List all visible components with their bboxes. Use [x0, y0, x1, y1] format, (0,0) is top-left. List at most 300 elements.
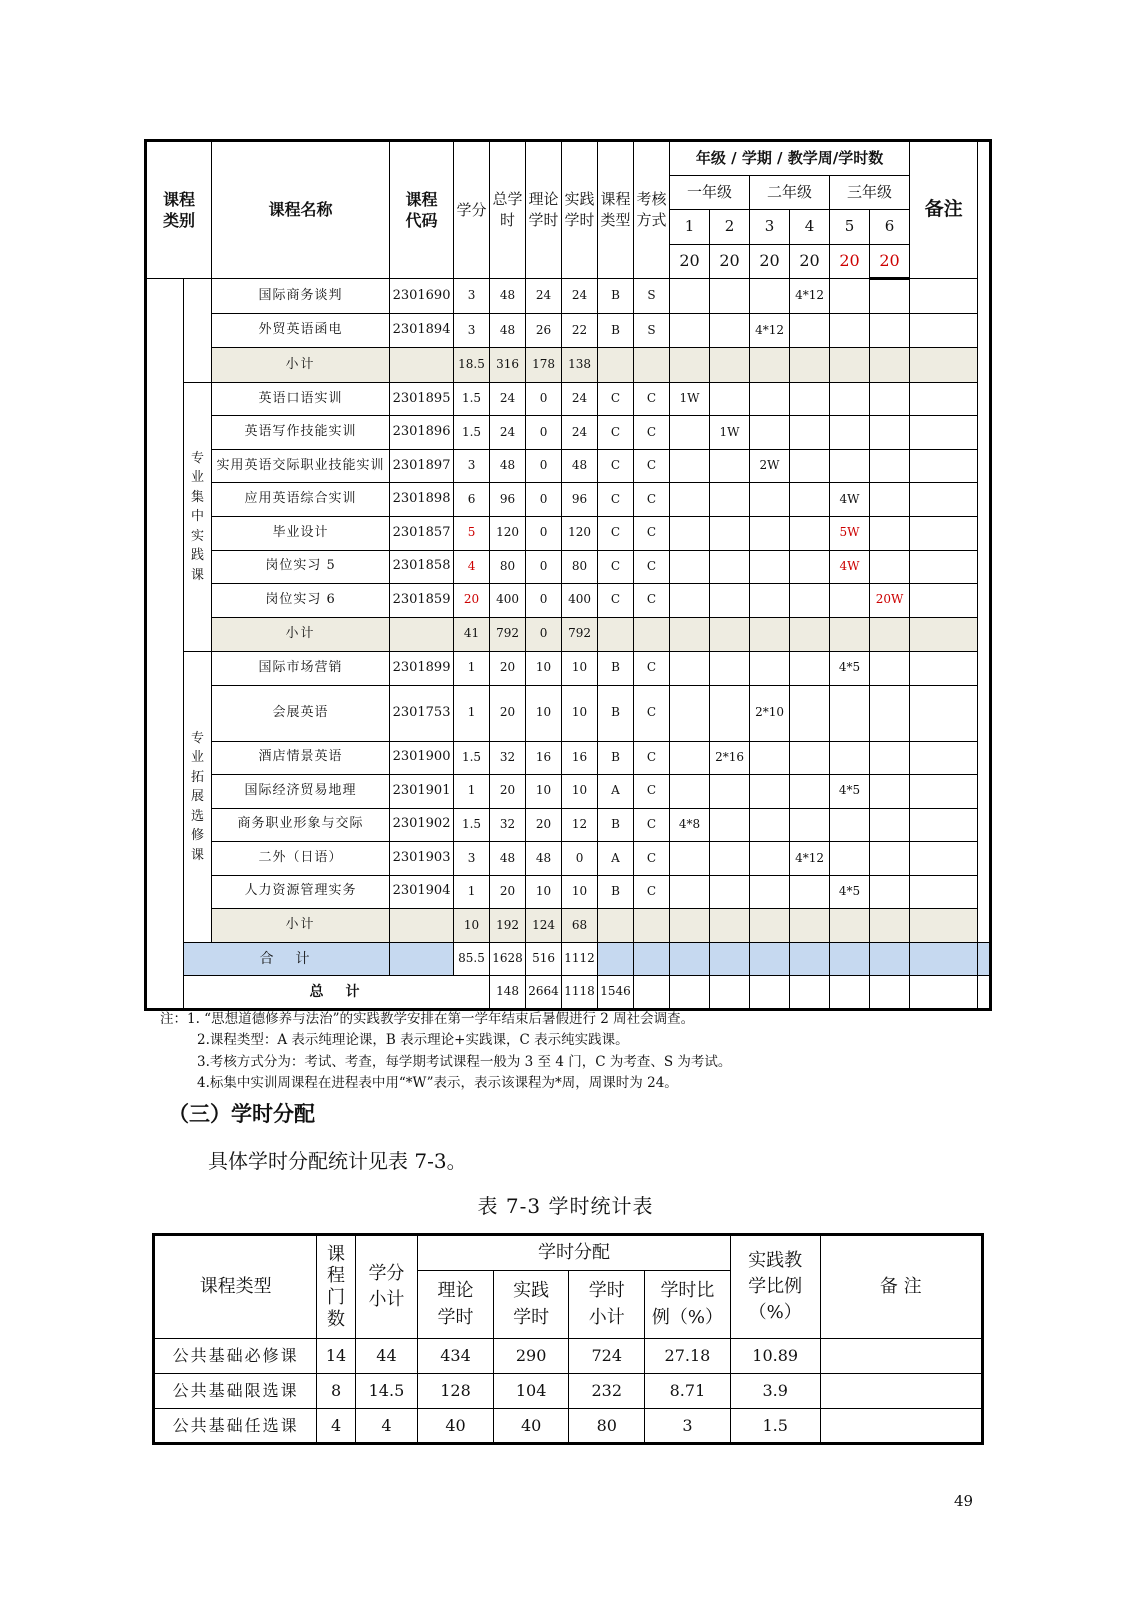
- cell-exam: C: [634, 875, 670, 909]
- cell-credits: 1: [454, 775, 490, 809]
- cell-s1: 1W: [670, 382, 710, 416]
- cell-code: 2301896: [390, 416, 454, 450]
- cell-s6: [870, 652, 910, 686]
- header-weeks-term-1: 20: [670, 244, 710, 279]
- cell-s2: [710, 775, 750, 809]
- cell-code: 2301902: [390, 808, 454, 842]
- cell-remark: [910, 516, 978, 550]
- table-caption: 表 7-3 学时统计表: [477, 1194, 654, 1218]
- course-name: 国际商务谈判: [212, 279, 390, 314]
- header-theory-hours: 理论 学时: [526, 141, 562, 279]
- cell-s4: [790, 875, 830, 909]
- cell-s6: [870, 775, 910, 809]
- cell-s6: [870, 483, 910, 517]
- cell-s3: [750, 382, 790, 416]
- cell-s2: [710, 483, 750, 517]
- cell-theory: 16: [526, 741, 562, 775]
- cell-s4: [790, 449, 830, 483]
- course-row: [146, 449, 991, 483]
- t2-cell-subtotal: 232: [569, 1374, 645, 1409]
- grand-total-empty-cell: [670, 976, 710, 1010]
- cell-code: [390, 348, 454, 383]
- cell-credits: 1: [454, 685, 490, 741]
- t2-cell-theory: 434: [418, 1339, 494, 1374]
- cell-s5: [830, 685, 870, 741]
- cell-s5: 4*5: [830, 875, 870, 909]
- cell-total: 20: [490, 875, 526, 909]
- cell-theory: 10: [526, 775, 562, 809]
- cell-remark: [910, 875, 978, 909]
- course-name: 人力资源管理实务: [212, 875, 390, 909]
- cell-theory: 0: [526, 516, 562, 550]
- cell-credits: 1.5: [454, 808, 490, 842]
- cell-type: B: [598, 652, 634, 686]
- cell-s4: [790, 382, 830, 416]
- cell-type: B: [598, 875, 634, 909]
- grand-total-empty-cell: [870, 976, 910, 1010]
- cell-theory: 10: [526, 685, 562, 741]
- cell-exam: C: [634, 741, 670, 775]
- course-row: [146, 808, 991, 842]
- cell-type: A: [598, 775, 634, 809]
- cell-s6: [870, 909, 910, 943]
- course-row: [146, 313, 991, 348]
- cell-s6: [870, 516, 910, 550]
- cell-credits: 3: [454, 842, 490, 876]
- cell-theory: 10: [526, 875, 562, 909]
- cell-credits: 4: [454, 550, 490, 584]
- header-weeks-term-3: 20: [750, 244, 790, 279]
- grand-total-practice: 1546: [598, 976, 634, 1010]
- cell-practice: 24: [562, 382, 598, 416]
- cell-s4: [790, 516, 830, 550]
- cell-exam: C: [634, 382, 670, 416]
- cell-practice: 24: [562, 279, 598, 314]
- cell-s1: [670, 909, 710, 943]
- t2-cell-remark: [820, 1409, 982, 1444]
- cell-remark: [910, 416, 978, 450]
- category-practice-label: 专 业 集 中 实 践 课: [184, 382, 212, 651]
- cell-type: C: [598, 449, 634, 483]
- cell-credits: 1.5: [454, 741, 490, 775]
- cell-s6: [870, 842, 910, 876]
- total-empty-cell: [830, 942, 870, 976]
- cell-total: 316: [490, 348, 526, 383]
- cell-total: 48: [490, 313, 526, 348]
- t2-header-subtotal: 学时 小计: [569, 1271, 645, 1339]
- subtotal-row: [146, 617, 991, 652]
- category-elective-label: 专 业 拓 展 选 修 课: [184, 652, 212, 943]
- cell-code: 2301901: [390, 775, 454, 809]
- cell-practice: 22: [562, 313, 598, 348]
- cell-total: 48: [490, 279, 526, 314]
- grand-total-total: 2664: [526, 976, 562, 1010]
- total-theory: 516: [526, 942, 562, 976]
- cell-s5: [830, 348, 870, 383]
- cell-s2: [710, 584, 750, 618]
- total-empty-cell: [910, 942, 978, 976]
- cell-s4: 4*12: [790, 842, 830, 876]
- header-weeks-term-2: 20: [710, 244, 750, 279]
- cell-credits: 5: [454, 516, 490, 550]
- cell-theory: 20: [526, 808, 562, 842]
- cell-code: 2301903: [390, 842, 454, 876]
- cell-total: 48: [490, 449, 526, 483]
- header-term-3: 3: [750, 210, 790, 245]
- cell-s2: [710, 550, 750, 584]
- cell-credits: 1.5: [454, 416, 490, 450]
- header-term-4: 4: [790, 210, 830, 245]
- t2-header-credits: 学分 小计: [355, 1235, 418, 1339]
- cell-s6: [870, 279, 910, 314]
- cell-code: 2301904: [390, 875, 454, 909]
- course-name: 毕业设计: [212, 516, 390, 550]
- t2-cell-practice: 104: [493, 1374, 569, 1409]
- cell-s5: [830, 741, 870, 775]
- header-course-name: 课程名称: [212, 141, 390, 279]
- t2-cell-theory: 40: [418, 1409, 494, 1444]
- cell-code: 2301753: [390, 685, 454, 741]
- cell-s1: [670, 875, 710, 909]
- total-empty-cell: [750, 942, 790, 976]
- cell-s1: [670, 313, 710, 348]
- cell-s6: [870, 382, 910, 416]
- cell-remark: [910, 449, 978, 483]
- t2-header-practice-ratio: 实践教 学比例 （%）: [730, 1235, 820, 1339]
- t2-cell-ratio: 27.18: [645, 1339, 731, 1374]
- cell-s2: [710, 875, 750, 909]
- cell-remark: [910, 348, 978, 383]
- cell-exam: C: [634, 808, 670, 842]
- course-row: [146, 741, 991, 775]
- cell-s1: [670, 617, 710, 652]
- t2-header-ratio: 学时比 例（%）: [645, 1271, 731, 1339]
- cell-s5: [830, 808, 870, 842]
- cell-s3: [750, 842, 790, 876]
- cell-s2: [710, 516, 750, 550]
- cell-remark: [910, 483, 978, 517]
- cell-exam: [634, 909, 670, 943]
- cell-s1: [670, 584, 710, 618]
- grand-total-empty-cell: [978, 976, 991, 1010]
- cell-code: 2301897: [390, 449, 454, 483]
- total-remark: [978, 942, 991, 976]
- cell-total: 24: [490, 382, 526, 416]
- cell-s1: [670, 685, 710, 741]
- cell-practice: 10: [562, 652, 598, 686]
- cell-type: C: [598, 516, 634, 550]
- cell-s1: [670, 842, 710, 876]
- cell-practice: 68: [562, 909, 598, 943]
- t2-header-allocation: 学时分配: [418, 1235, 731, 1271]
- cell-s2: [710, 313, 750, 348]
- cell-s1: [670, 775, 710, 809]
- course-name: 酒店情景英语: [212, 741, 390, 775]
- t2-cell-credits: 4: [355, 1409, 418, 1444]
- course-name: 实用英语交际职业技能实训: [212, 449, 390, 483]
- cell-code: 2301894: [390, 313, 454, 348]
- cell-credits: 3: [454, 313, 490, 348]
- cell-s6: 20W: [870, 584, 910, 618]
- cell-total: 24: [490, 416, 526, 450]
- t2-cell-credits: 44: [355, 1339, 418, 1374]
- t2-cell-practice: 290: [493, 1339, 569, 1374]
- cell-theory: 178: [526, 348, 562, 383]
- cell-code: 2301858: [390, 550, 454, 584]
- cell-s4: [790, 416, 830, 450]
- cell-type: [598, 909, 634, 943]
- course-row: [146, 279, 991, 314]
- header-weeks-term-5: 20: [830, 244, 870, 279]
- cell-s1: [670, 279, 710, 314]
- cell-theory: 10: [526, 652, 562, 686]
- body-paragraph: 具体学时分配统计见表 7-3。: [208, 1149, 467, 1173]
- cell-code: 2301857: [390, 516, 454, 550]
- course-name: 小计: [212, 348, 390, 383]
- cell-s6: [870, 550, 910, 584]
- cell-exam: S: [634, 313, 670, 348]
- cell-s6: [870, 875, 910, 909]
- cell-credits: 20: [454, 584, 490, 618]
- cell-s5: 4*5: [830, 652, 870, 686]
- t2-row: [154, 1339, 983, 1374]
- total-label: 合 计: [184, 942, 390, 976]
- cell-s4: [790, 652, 830, 686]
- cell-total: 32: [490, 741, 526, 775]
- cell-s6: [870, 741, 910, 775]
- cell-credits: 1: [454, 652, 490, 686]
- cell-s5: [830, 279, 870, 314]
- total-empty-cell: [710, 942, 750, 976]
- cell-s3: [750, 348, 790, 383]
- cell-exam: C: [634, 516, 670, 550]
- cell-code: 2301899: [390, 652, 454, 686]
- t2-header-theory: 理论 学时: [418, 1271, 494, 1339]
- total-empty-cell: [634, 942, 670, 976]
- cell-total: 400: [490, 584, 526, 618]
- cell-s2: 2*16: [710, 741, 750, 775]
- cell-credits: 6: [454, 483, 490, 517]
- header-course-code: 课程 代码: [390, 141, 454, 279]
- cell-credits: 3: [454, 279, 490, 314]
- cell-s3: [750, 550, 790, 584]
- cell-total: 792: [490, 617, 526, 652]
- cell-s1: [670, 449, 710, 483]
- cell-practice: 400: [562, 584, 598, 618]
- subtotal-row: [146, 348, 991, 383]
- cell-exam: C: [634, 685, 670, 741]
- course-name: 国际市场营销: [212, 652, 390, 686]
- cell-type: B: [598, 808, 634, 842]
- cell-code: 2301898: [390, 483, 454, 517]
- cell-s6: [870, 416, 910, 450]
- cell-remark: [910, 584, 978, 618]
- cell-s6: [870, 685, 910, 741]
- cell-s5: [830, 617, 870, 652]
- cell-remark: [910, 313, 978, 348]
- cell-s3: [750, 279, 790, 314]
- cell-exam: C: [634, 416, 670, 450]
- cell-practice: 16: [562, 741, 598, 775]
- cell-s3: [750, 416, 790, 450]
- course-row: [146, 842, 991, 876]
- cell-s1: [670, 652, 710, 686]
- cell-credits: 10: [454, 909, 490, 943]
- cell-type: C: [598, 483, 634, 517]
- cell-s3: [750, 617, 790, 652]
- header-term-1: 1: [670, 210, 710, 245]
- header-remark: 备注: [910, 141, 978, 279]
- course-name: 英语口语实训: [212, 382, 390, 416]
- cell-exam: C: [634, 584, 670, 618]
- cell-s5: [830, 416, 870, 450]
- cell-exam: [634, 617, 670, 652]
- cell-s2: 1W: [710, 416, 750, 450]
- cell-remark: [910, 909, 978, 943]
- cell-remark: [910, 775, 978, 809]
- cell-s4: [790, 741, 830, 775]
- total-practice: 1112: [562, 942, 598, 976]
- t2-cell-subtotal: 80: [569, 1409, 645, 1444]
- cell-total: 48: [490, 842, 526, 876]
- cell-credits: 3: [454, 449, 490, 483]
- course-name: 岗位实习 5: [212, 550, 390, 584]
- section-title: （三）学时分配: [168, 1102, 315, 1126]
- grand-total-empty-cell: [634, 976, 670, 1010]
- cell-s5: [830, 313, 870, 348]
- course-row: [146, 875, 991, 909]
- cell-total: 192: [490, 909, 526, 943]
- header-grade-2: 二年级: [750, 175, 830, 210]
- header-weeks-term-6: 20: [870, 244, 910, 279]
- cell-type: C: [598, 416, 634, 450]
- cell-code: 2301859: [390, 584, 454, 618]
- header-weeks-term-4: 20: [790, 244, 830, 279]
- cell-remark: [910, 652, 978, 686]
- cell-remark: [910, 279, 978, 314]
- cell-s1: [670, 348, 710, 383]
- cell-total: 80: [490, 550, 526, 584]
- cell-theory: 0: [526, 382, 562, 416]
- cell-s3: 4*12: [750, 313, 790, 348]
- cell-type: B: [598, 279, 634, 314]
- header-credits: 学分: [454, 141, 490, 279]
- total-empty-cell: [870, 942, 910, 976]
- t2-cell-practice: 40: [493, 1409, 569, 1444]
- cell-s2: [710, 842, 750, 876]
- cell-credits: 18.5: [454, 348, 490, 383]
- cell-remark: [910, 617, 978, 652]
- cell-s3: 2W: [750, 449, 790, 483]
- course-name: 商务职业形象与交际: [212, 808, 390, 842]
- header-grade-3: 三年级: [830, 175, 910, 210]
- t2-course-type: 公共基础限选课: [154, 1374, 317, 1409]
- grand-total-row: [146, 976, 991, 1010]
- course-name: 外贸英语函电: [212, 313, 390, 348]
- course-name: 应用英语综合实训: [212, 483, 390, 517]
- cell-s4: [790, 808, 830, 842]
- cell-remark: [910, 550, 978, 584]
- cell-s4: [790, 483, 830, 517]
- cell-exam: C: [634, 483, 670, 517]
- course-name: 国际经济贸易地理: [212, 775, 390, 809]
- cell-remark: [910, 685, 978, 741]
- cell-code: 2301690: [390, 279, 454, 314]
- header-grade-1: 一年级: [670, 175, 750, 210]
- cell-s2: [710, 382, 750, 416]
- t2-cell-remark: [820, 1339, 982, 1374]
- cell-s4: [790, 584, 830, 618]
- cell-s4: 4*12: [790, 279, 830, 314]
- t2-header-count: 课 程 门 数: [317, 1235, 355, 1339]
- cell-practice: 120: [562, 516, 598, 550]
- cell-practice: 24: [562, 416, 598, 450]
- cell-s1: [670, 516, 710, 550]
- cell-type: B: [598, 685, 634, 741]
- cell-s2: [710, 348, 750, 383]
- cell-s4: [790, 617, 830, 652]
- cell-theory: 0: [526, 617, 562, 652]
- cell-theory: 0: [526, 483, 562, 517]
- cell-credits: 1.5: [454, 382, 490, 416]
- subtotal-row: [146, 909, 991, 943]
- cell-total: 20: [490, 652, 526, 686]
- t2-cell-credits: 14.5: [355, 1374, 418, 1409]
- cell-s4: [790, 313, 830, 348]
- cell-s5: 4W: [830, 550, 870, 584]
- t2-course-type: 公共基础任选课: [154, 1409, 317, 1444]
- t2-cell-count: 8: [317, 1374, 355, 1409]
- cell-credits: 1: [454, 875, 490, 909]
- cell-s3: [750, 808, 790, 842]
- cell-type: C: [598, 382, 634, 416]
- header-practice-hours: 实践 学时: [562, 141, 598, 279]
- cell-practice: 12: [562, 808, 598, 842]
- cell-s5: [830, 842, 870, 876]
- cell-s4: [790, 348, 830, 383]
- grand-total-label: 总 计: [184, 976, 490, 1010]
- cell-code: 2301895: [390, 382, 454, 416]
- header-term-5: 5: [830, 210, 870, 245]
- cell-s3: 2*10: [750, 685, 790, 741]
- cell-s2: [710, 808, 750, 842]
- t2-cell-practice_ratio: 1.5: [730, 1409, 820, 1444]
- course-row: [146, 382, 991, 416]
- t2-cell-ratio: 3: [645, 1409, 731, 1444]
- course-row: [146, 516, 991, 550]
- cell-s5: [830, 382, 870, 416]
- cell-exam: [634, 348, 670, 383]
- t2-cell-ratio: 8.71: [645, 1374, 731, 1409]
- course-name: 岗位实习 6: [212, 584, 390, 618]
- hours-statistics-table: [152, 1233, 984, 1445]
- course-row: [146, 652, 991, 686]
- t2-header-practice: 实践 学时: [493, 1271, 569, 1339]
- cell-total: 32: [490, 808, 526, 842]
- course-row: [146, 416, 991, 450]
- cell-s1: [670, 416, 710, 450]
- page-number: 49: [954, 1492, 974, 1510]
- cell-practice: 48: [562, 449, 598, 483]
- header-total-hours: 总学 时: [490, 141, 526, 279]
- cell-s1: [670, 550, 710, 584]
- header-term-2: 2: [710, 210, 750, 245]
- note-2: 2.课程类型：A 表示纯理论课，B 表示理论+实践课，C 表示纯实践课。: [197, 1032, 629, 1048]
- note-4: 4.标集中实训周课程在进程表中用“*W”表示，表示该课程为*周，周课时为 24。: [197, 1075, 678, 1091]
- cell-theory: 0: [526, 416, 562, 450]
- category-outer-cell: [146, 279, 184, 1010]
- cell-type: B: [598, 741, 634, 775]
